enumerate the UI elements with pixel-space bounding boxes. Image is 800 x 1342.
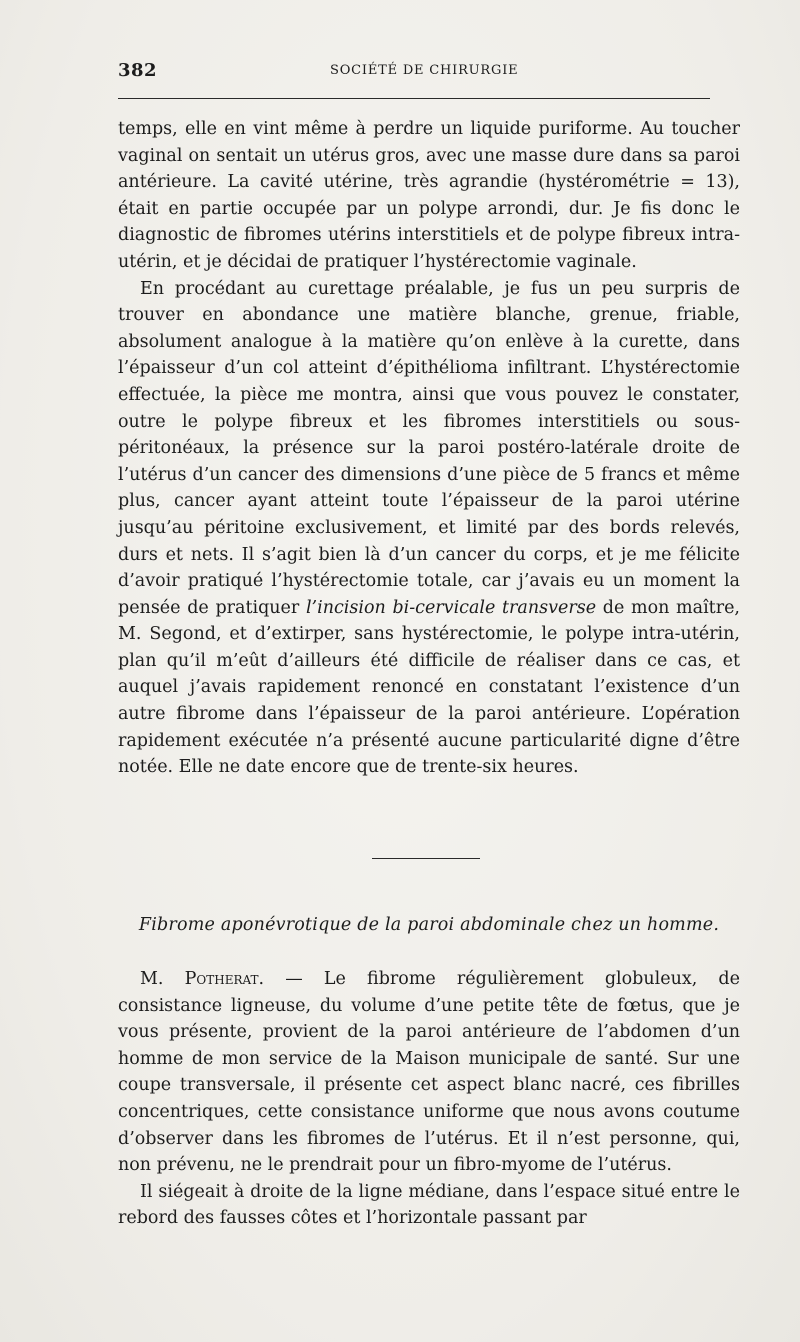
paragraph-text: — Le fibrome régulièrement globuleux, de consistance ligneuse, du volume d’une petite tête de fœtus, que je vous présente, provient de la paroi antérieure de l’abdomen d’un homme de mon service de la Maison municipale de santé. Sur une coupe transversale, il présente cet aspect blanc nacré, ces fibrilles concentriques, cette consistance uniforme que nous avons coutume d’observer dans les fibromes de l’utérus. Et il n’est personne, qui, non prévenu, ne le prendrait pour un fibro-myome de l’utérus.: [118, 969, 740, 1176]
section-separator: [372, 858, 480, 859]
paragraph-curettage: [118, 276, 740, 781]
header-rule: [118, 98, 710, 99]
paragraph-text: En procédant au curettage préalable, je fus un peu surpris de trouver en abondance une matière blanche, grenue, friable, absolument analogue à la matière qu’on enlève à la curette, dans l’épaisseur d’un col atteint d’épithélioma infiltrant. L’hystérectomie effectuée, la pièce me montra, ainsi que vous pouvez le constater, outre le polype fibreux et les fibromes interstitiels ou sous-péritonéaux, la présence sur la paroi postéro-latérale droite de l’utérus d’un cancer des dimensions d’une pièce de 5 francs et même plus, cancer ayant atteint toute l’épaisseur de la paroi utérine jusqu’au péritoine exclusivement, et limité par des bords relevés, durs et nets. Il s’agit bien là d’un cancer du corps, et je me félicite d’avoir pratiqué l’hystérectomie totale, car j’avais eu un moment la pensée de pratiquer: [118, 278, 740, 618]
paragraph-continuation: temps, elle en vint même à perdre un liquide puriforme. Au toucher vaginal on sentait un utérus gros, avec une masse dure dans sa paroi antérieure. La cavité utérine, très agrandie (hystérométrie = 13), était en partie occupée par un polype arrondi, dur. Je fis donc le diagnostic de fibromes utérins interstitiels et de polype fibreux intra-utérin, et je décidai de pratiquer l’hystérectomie vaginale.: [118, 119, 740, 272]
paragraph-location: Il siégeait à droite de la ligne médiane, dans l’espace situé entre le rebord des fausses côtes et l’horizontale passant par: [118, 1181, 740, 1229]
running-title: SOCIÉTÉ DE CHIRURGIE: [330, 63, 519, 78]
italic-term: l’incision bi-cervicale transverse: [305, 597, 597, 618]
section-title: Fibrome aponévrotique de la paroi abdominale chez un homme.: [138, 915, 720, 935]
body-text-section: [118, 966, 740, 1232]
body-text-continued: [118, 116, 740, 781]
paragraph-potherat: [118, 966, 740, 1179]
speaker-name: Potherat.: [184, 969, 265, 989]
page-number: 382: [118, 60, 158, 81]
page-header: [118, 60, 710, 86]
speaker-prefix: M.: [140, 969, 185, 989]
paragraph-text: de mon maître, M. Segond, et d’extirper, sans hystérectomie, le polype intra-utérin, plan qu’il m’eût d’ailleurs été difficile de réaliser dans ce cas, et auquel j’avais rapidement renoncé en constatant l’existence d’un autre fibrome dans l’épaisseur de la paroi antérieure. L’opération rapidement exécutée n’a présenté aucune particularité digne d’être notée. Elle ne date encore que de trente-six heures.: [118, 597, 740, 778]
